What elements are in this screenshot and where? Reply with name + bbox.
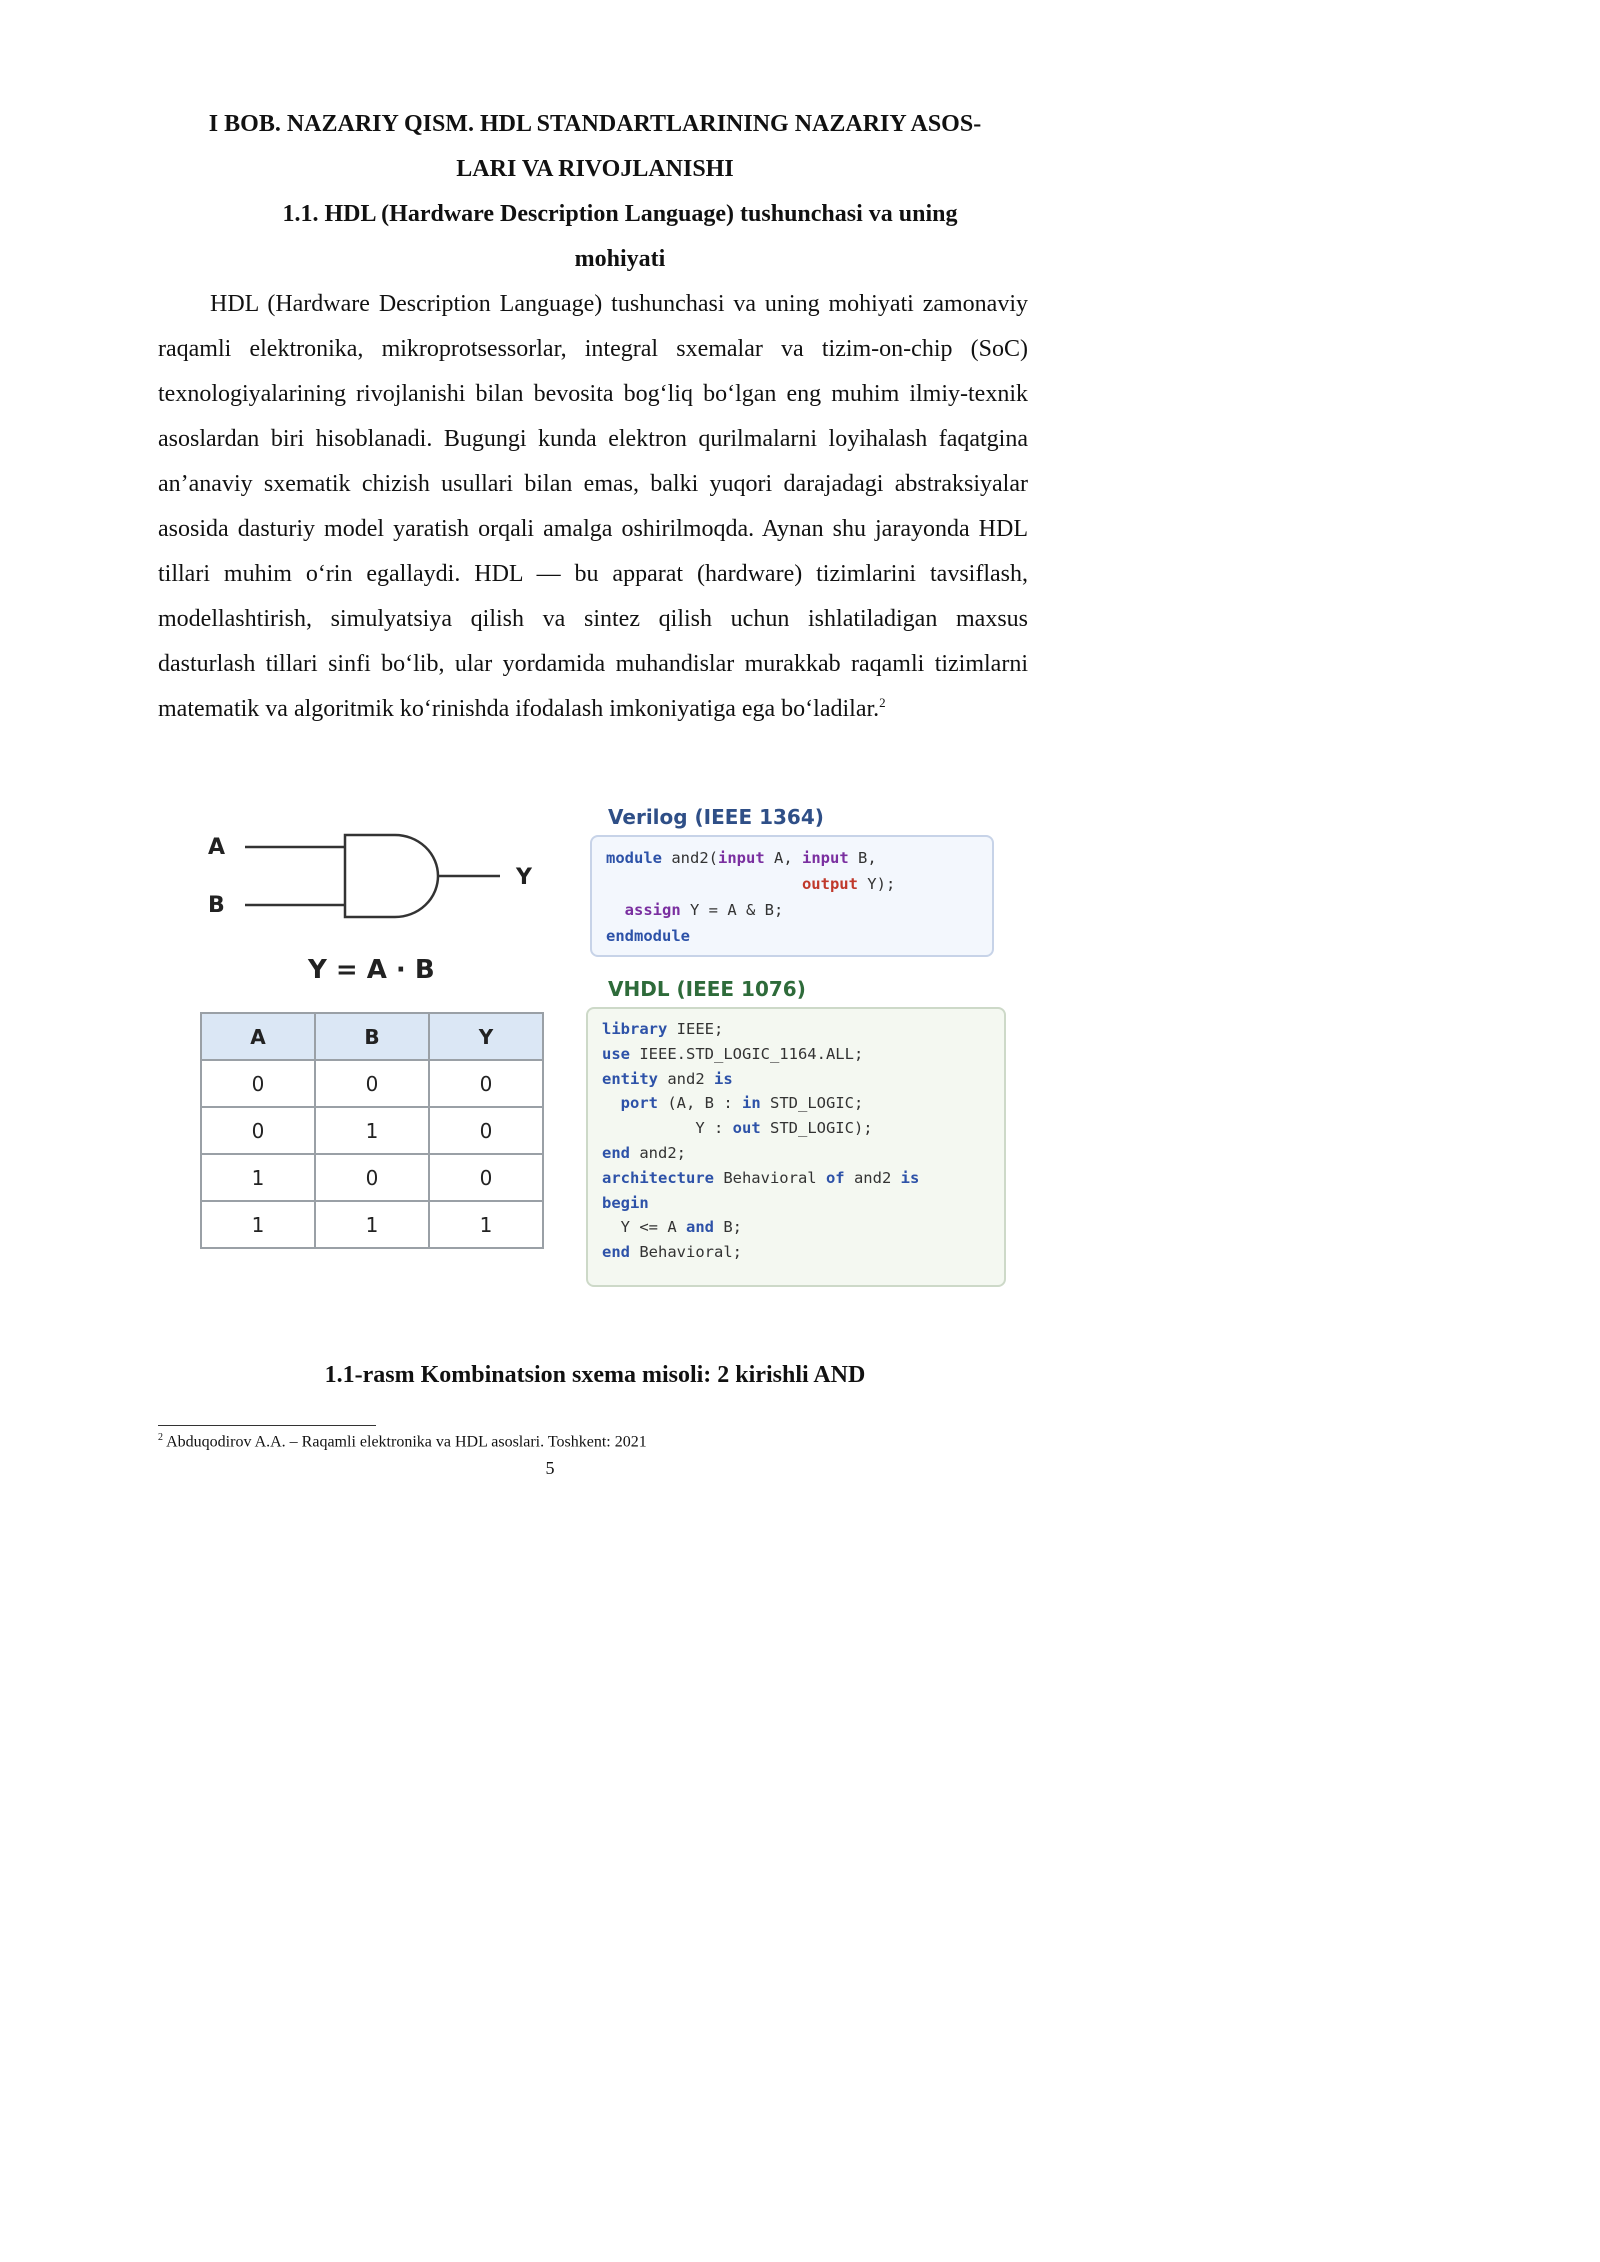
code-keyword: use [602, 1044, 630, 1063]
code-text: and2 [844, 1168, 901, 1187]
code-text: Behavioral; [630, 1243, 742, 1262]
paragraph-text: HDL (Hardware Description Language) tushunchasi va uning mohiyati zamonaviy raqamli elektronika, mikroprotsessorlar, integral sxemalar va tizim-on-chip (SoC) texnologiyalarining rivojlanishi bilan bevosita bog‘liq bo‘lgan eng muhim ilmiy-texnik asoslardan biri hisoblanadi. Bugungi kunda elektron qurilmalarni loyihalash faqatgina an’anaviy sxematik chizish usullari bilan emas, balki yuqori darajadagi abstraksiyalar asosida dasturiy model yaratish orqali amalga oshirilmoqda. Aynan shu jarayonda HDL tillari muhim o‘rin egallaydi. HDL — bu apparat (hardware) tizimlarini tavsiflash, modellashtirish, simulyatsiya qilish va sintez qilish uchun ishlatiladigan maxsus dasturlash tillari sinfi bo‘lib, ular yordamida muhandislar murakkab raqamli tizimlarni matematik va algoritmik ko‘rinishda ifodalash imkoniyatiga ega bo‘ladilar. [158, 291, 1028, 722]
table-cell: 0 [315, 1154, 429, 1201]
code-text: STD_LOGIC; [760, 1094, 864, 1113]
table-row [201, 1060, 543, 1107]
code-keyword: assign [624, 901, 681, 919]
code-keyword: library [602, 1020, 668, 1038]
code-keyword: output [801, 875, 858, 893]
code-keyword: input [802, 849, 849, 867]
code-keyword: begin [602, 1193, 649, 1212]
truth-table-header-row [201, 1013, 543, 1060]
code-keyword: and [686, 1218, 714, 1237]
footnote [158, 1432, 647, 1451]
code-keyword: is [714, 1069, 733, 1088]
code-text: Behavioral [713, 1168, 826, 1187]
code-text: Y); [857, 875, 896, 893]
code-text: Y = A & B; [680, 901, 784, 919]
code-keyword: module [606, 849, 662, 867]
truth-table-header: B [315, 1013, 429, 1060]
code-text: Y : [695, 1119, 733, 1138]
code-text: STD_LOGIC); [760, 1119, 873, 1138]
code-keyword: is [900, 1168, 920, 1187]
document-page [0, 0, 1100, 1600]
truth-table-header: A [201, 1013, 315, 1060]
and-gate-icon [190, 825, 550, 935]
footnote-reference: 2 [879, 695, 886, 710]
section-title-line-1: 1.1. HDL (Hardware Description Language) tushunchasi va uning [282, 201, 958, 227]
figure-caption: 1.1-rasm Kombinatsion sxema misoli: 2 kirishli AND [324, 1362, 866, 1388]
table-cell: 1 [201, 1201, 315, 1248]
code-text: B; [714, 1218, 742, 1237]
truth-table [200, 1012, 544, 1249]
gate-output-y-label: Y [516, 865, 532, 890]
verilog-title: Verilog (IEEE 1364) [608, 805, 824, 829]
page-number: 5 [545, 1458, 555, 1478]
vhdl-code-block [586, 1007, 1006, 1287]
code-keyword: port [620, 1094, 658, 1113]
code-text: (A, B : [658, 1094, 742, 1113]
table-row [201, 1154, 543, 1201]
footnote-text: Abduqodirov A.A. – Raqamli elektronika va HDL asoslari. Toshkent: 2021 [166, 1433, 647, 1451]
chapter-title [160, 102, 1030, 192]
code-text: and2( [662, 849, 718, 867]
table-row [201, 1107, 543, 1154]
section-title [250, 192, 990, 282]
body-paragraph [158, 282, 1028, 732]
table-cell: 0 [201, 1107, 315, 1154]
table-cell: 0 [429, 1154, 543, 1201]
footnote-divider [158, 1425, 376, 1426]
chapter-title-line-2: LARI VA RIVOJLANISHI [456, 156, 734, 182]
code-keyword: of [825, 1168, 845, 1187]
section-title-line-2: mohiyati [574, 246, 666, 272]
code-text: IEEE.STD_LOGIC_1164.ALL; [630, 1044, 864, 1063]
table-cell: 0 [315, 1060, 429, 1107]
table-cell: 1 [429, 1201, 543, 1248]
table-cell: 1 [201, 1154, 315, 1201]
code-keyword: end [602, 1243, 630, 1262]
truth-table-header: Y [429, 1013, 543, 1060]
boolean-equation: Y = A · B [308, 955, 435, 985]
code-keyword: in [742, 1094, 761, 1113]
code-text: and2; [630, 1143, 686, 1162]
table-cell: 1 [315, 1107, 429, 1154]
chapter-title-line-1: I BOB. NAZARIY QISM. HDL STANDARTLARINING NAZARIY ASOS- [208, 111, 982, 137]
code-keyword: architecture [602, 1168, 714, 1187]
code-keyword: out [732, 1119, 761, 1138]
code-text: B, [848, 849, 877, 867]
code-keyword: end [602, 1143, 630, 1162]
table-cell: 0 [429, 1107, 543, 1154]
figure-and-gate [190, 795, 1020, 1305]
code-keyword: input [718, 849, 765, 867]
code-keyword: entity [602, 1069, 658, 1088]
vhdl-title: VHDL (IEEE 1076) [608, 977, 806, 1001]
table-cell: 1 [315, 1201, 429, 1248]
code-text: Y <= A [620, 1218, 686, 1237]
gate-input-b-label: B [208, 893, 225, 918]
code-text: IEEE; [667, 1020, 724, 1038]
table-cell: 0 [429, 1060, 543, 1107]
footnote-number: 2 [158, 1432, 163, 1443]
verilog-code-block [590, 835, 994, 957]
table-row [201, 1201, 543, 1248]
table-cell: 0 [201, 1060, 315, 1107]
code-text: A, [764, 849, 802, 867]
gate-input-a-label: A [208, 835, 226, 860]
code-text: and2 [658, 1069, 714, 1088]
code-keyword: endmodule [606, 927, 690, 945]
